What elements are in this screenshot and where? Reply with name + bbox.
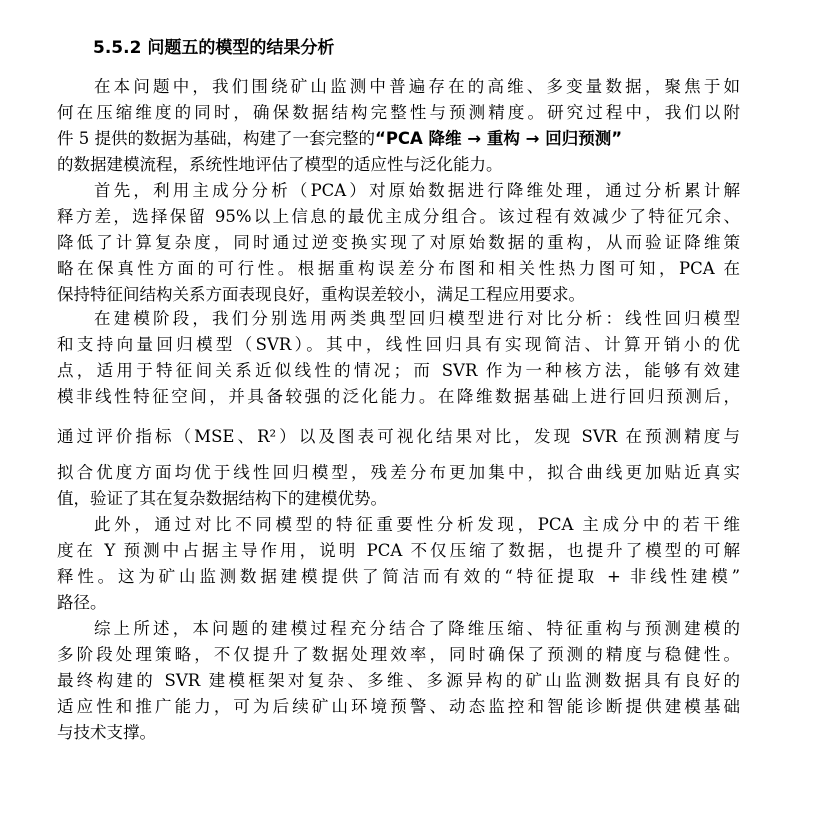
paragraph-3-line-5: 通过评价指标（MSE、R²）以及图表可视化结果对比，发现 SVR 在预测精度与 — [57, 427, 740, 446]
paragraph-5-line-5: 与技术支撑。 — [57, 723, 156, 742]
paragraph-2-line-2: 释方差，选择保留 95%以上信息的最优主成分组合。该过程有效减少了特征冗余、 — [57, 207, 740, 226]
paragraph-1-line-1: 在本问题中，我们围绕矿山监测中普遍存在的高维、多变量数据，聚焦于如 — [94, 77, 740, 96]
paragraph-1-line-4: 的数据建模流程，系统性地评估了模型的适应性与泛化能力。 — [57, 155, 503, 174]
paragraph-5-line-2: 多阶段处理策略，不仅提升了数据处理效率，同时确保了预测的精度与稳健性。 — [57, 645, 740, 664]
paragraph-3-line-2: 和支持向量回归模型（SVR）。其中，线性回归具有实现简洁、计算开销小的优 — [57, 335, 740, 354]
pipeline-bold-phrase: “PCA 降维 → 重构 → 回归预测” — [375, 129, 623, 148]
paragraph-5-line-4: 适应性和推广能力，可为后续矿山环境预警、动态监控和智能诊断提供建模基础 — [57, 697, 740, 716]
paragraph-2-line-1: 首先，利用主成分分析（PCA）对原始数据进行降维处理，通过分析累计解 — [94, 181, 740, 200]
paragraph-2-line-3: 降低了计算复杂度，同时通过逆变换实现了对原始数据的重构，从而验证降维策 — [57, 233, 740, 252]
paragraph-2-line-4: 略在保真性方面的可行性。根据重构误差分布图和相关性热力图可知，PCA 在 — [57, 259, 740, 278]
paragraph-4-line-2: 度在 Y 预测中占据主导作用，说明 PCA 不仅压缩了数据，也提升了模型的可解 — [57, 541, 740, 560]
paragraph-1-line-3-text: 件 5 提供的数据为基础，构建了一套完整的 — [57, 129, 375, 148]
paragraph-3-line-3: 点，适用于特征间关系近似线性的情况；而 SVR 作为一种核方法，能够有效建 — [57, 361, 740, 380]
paragraph-1-line-3 — [57, 126, 740, 152]
paragraph-5-line-3: 最终构建的 SVR 建模框架对复杂、多维、多源异构的矿山监测数据具有良好的 — [57, 671, 740, 690]
paragraph-2-line-5: 保持特征间结构关系方面表现良好，重构误差较小，满足工程应用要求。 — [57, 285, 585, 304]
paragraph-1-line-2: 何在压缩维度的同时，确保数据结构完整性与预测精度。研究过程中，我们以附 — [57, 103, 740, 122]
paragraph-5-line-1: 综上所述，本问题的建模过程充分结合了降维压缩、特征重构与预测建模的 — [94, 619, 740, 638]
section-heading: 5.5.2 问题五的模型的结果分析 — [93, 38, 335, 58]
paragraph-3-line-7: 值，验证了其在复杂数据结构下的建模优势。 — [57, 489, 387, 508]
paragraph-4-line-1: 此外，通过对比不同模型的特征重要性分析发现，PCA 主成分中的若干维 — [94, 515, 740, 534]
paragraph-3-line-4: 模非线性特征空间，并具备较强的泛化能力。在降维数据基础上进行回归预测后， — [57, 387, 740, 406]
paragraph-3-line-6: 拟合优度方面均优于线性回归模型，残差分布更加集中，拟合曲线更加贴近真实 — [57, 463, 740, 482]
paragraph-4-line-3: 释性。这为矿山监测数据建模提供了简洁而有效的“特征提取 + 非线性建模” — [57, 567, 740, 586]
paragraph-3-line-1: 在建模阶段，我们分别选用两类典型回归模型进行对比分析：线性回归模型 — [94, 309, 740, 328]
paragraph-4-line-4: 路径。 — [57, 593, 107, 612]
